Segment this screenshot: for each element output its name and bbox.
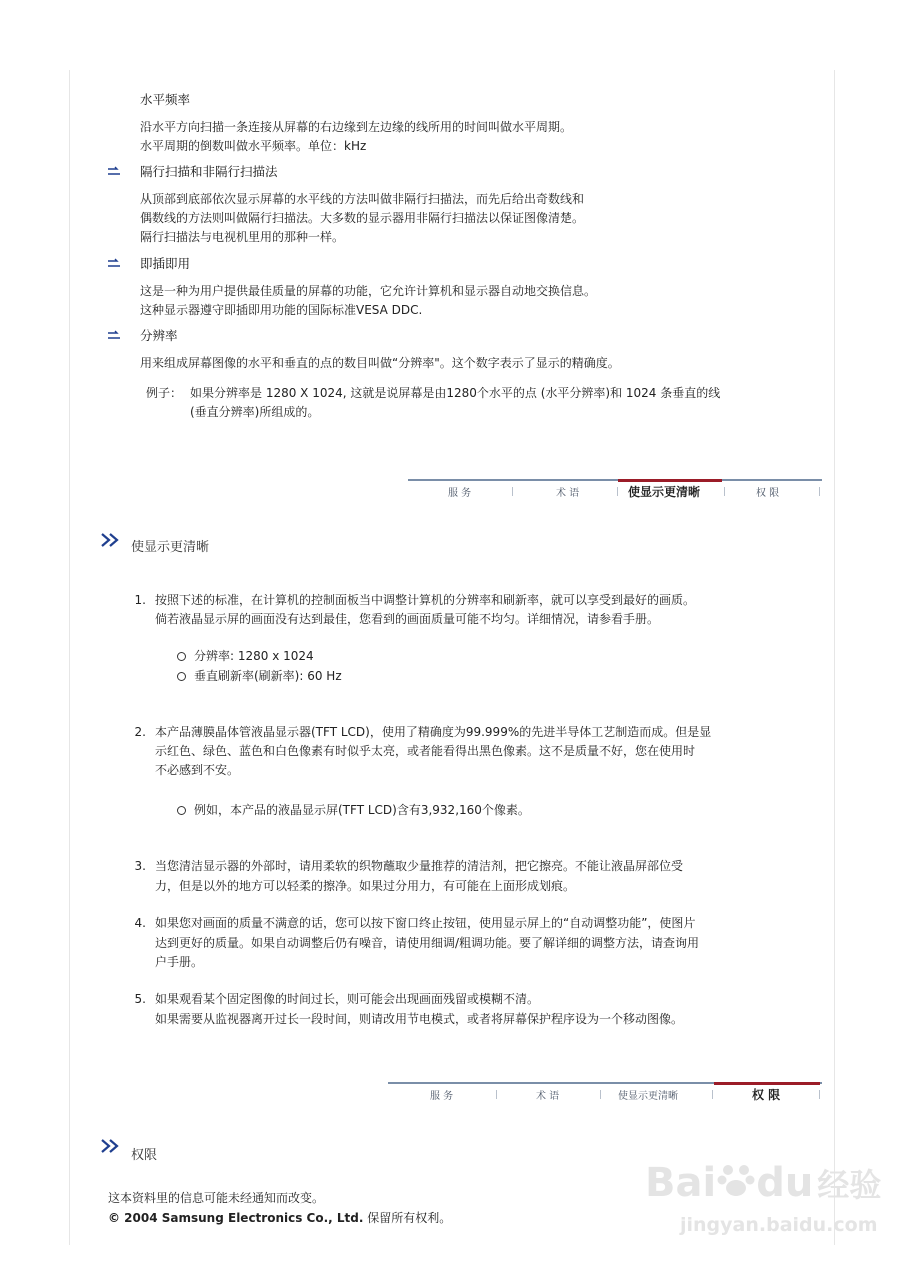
interlace-line-3: 隔行扫描法与电视机里用的那种一样。 — [140, 230, 345, 244]
example-label: 例子： — [146, 386, 183, 400]
item-2-line-2: 示红色、绿色、蓝色和白色像素有时似乎太亮，或者能看得出黑色像素。这不是质量不好，您在使用时 — [155, 744, 696, 758]
item-number: 5. — [134, 992, 146, 1006]
item-1-line-1: 按照下述的标准，在计算机的控制面板当中调整计算机的分辨率和刷新率，就可以享受到最好的画质。 — [155, 593, 696, 607]
plugplay-line-2: 这种显示器遵守即插即用功能的国际标准VESA DDC. — [140, 303, 423, 317]
nav-tab-rights[interactable]: 权 限 — [756, 488, 780, 499]
nav-tab-clarity[interactable]: 使显示更清晰 — [628, 485, 701, 499]
item-1-line-2: 倘若液晶显示屏的画面没有达到最佳，您看到的画面质量可能不均匀。详细情况，请参看手册。 — [155, 612, 660, 626]
item-1-sub-1: 分辨率: 1280 x 1024 — [194, 649, 314, 663]
arrow-bullet-icon — [107, 166, 121, 176]
nav-active-indicator — [714, 1082, 820, 1085]
item-1-sub-2: 垂直刷新率(刷新率): 60 Hz — [194, 669, 342, 683]
plugplay-title: 即插即用 — [140, 256, 191, 271]
h-freq-line-1: 沿水平方向扫描一条连接从屏幕的右边缘到左边缘的线所用的时间叫做水平周期。 — [140, 120, 573, 134]
baidu-watermark — [645, 1160, 881, 1206]
arrow-bullet-icon — [107, 258, 121, 268]
interlace-line-2: 偶数线的方法则叫做隔行扫描法。大多数的显示器用非隔行扫描法以保证图像清楚。 — [140, 211, 585, 225]
h-freq-line-2: 水平周期的倒数叫做水平频率。单位：kHz — [140, 139, 367, 153]
copyright-rest: 保留所有权利。 — [363, 1211, 452, 1225]
item-number: 3. — [134, 859, 146, 873]
nav-separator — [712, 1090, 713, 1099]
arrow-bullet-icon — [107, 330, 121, 340]
plugplay-line-1: 这是一种为用户提供最佳质量的屏幕的功能，它允许计算机和显示器自动地交换信息。 — [140, 284, 597, 298]
copyright-holder: © 2004 Samsung Electronics Co., Ltd. — [108, 1211, 364, 1225]
nav-bar-bottom — [388, 1082, 822, 1104]
nav-separator — [496, 1090, 497, 1099]
item-number: 2. — [134, 725, 146, 739]
item-3-line-1: 当您清洁显示器的外部时，请用柔软的织物蘸取少量推荐的清洁剂，把它擦亮。不能让液晶屏部位受 — [155, 859, 684, 873]
nav-tab-clarity[interactable]: 使显示更清晰 — [618, 1091, 678, 1102]
nav-active-indicator — [618, 479, 722, 482]
item-5-line-1: 如果观看某个固定图像的时间过长，则可能会出现画面残留或模糊不清。 — [155, 992, 540, 1006]
item-2-sub-1: 例如，本产品的液晶显示屏(TFT LCD)含有3,932,160个像素。 — [194, 803, 530, 817]
left-page-border — [69, 70, 70, 1245]
copyright-line — [108, 1208, 451, 1228]
watermark-url: jingyan.baidu.com — [680, 1214, 878, 1236]
nav-tab-rights[interactable]: 权 限 — [752, 1088, 781, 1102]
example-line-1: 如果分辨率是 1280 X 1024, 这就是说屏幕是由1280个水平的点 (水平分辨率)和 1024 条垂直的线 — [190, 386, 721, 400]
interlace-line-1: 从顶部到底部依次显示屏幕的水平线的方法叫做非隔行扫描法，而先后给出奇数线和 — [140, 192, 585, 206]
item-number: 1. — [134, 593, 146, 607]
item-4-line-2: 达到更好的质量。如果自动调整后仍有噪音，请使用细调/粗调功能。要了解详细的调整方法，请查询用 — [155, 936, 700, 950]
nav-separator — [819, 1090, 820, 1099]
resolution-line-1: 用来组成屏幕图像的水平和垂直的点的数目叫做“分辨率"。这个数字表示了显示的精确度。 — [140, 356, 620, 370]
nav-separator — [819, 487, 820, 496]
watermark-brand-du: du — [756, 1160, 814, 1206]
nav-separator — [600, 1090, 601, 1099]
rights-notice: 这本资料里的信息可能未经通知而改变。 — [108, 1191, 325, 1205]
rights-section-title: 权限 — [131, 1148, 158, 1163]
nav-bar-top — [408, 479, 822, 501]
nav-separator — [512, 487, 513, 496]
nav-tab-terms[interactable]: 术 语 — [556, 488, 580, 499]
nav-rule — [408, 479, 822, 481]
nav-tab-terms[interactable]: 术 语 — [536, 1091, 560, 1102]
clarity-section-title: 使显示更清晰 — [131, 540, 210, 555]
nav-separator — [724, 487, 725, 496]
item-5-line-2: 如果需要从监视器离开过长一段时间，则请改用节电模式，或者将屏幕保护程序设为一个移动图像。 — [155, 1012, 684, 1026]
circle-bullet-icon — [177, 672, 186, 681]
watermark-brand: Bai — [645, 1160, 717, 1206]
double-chevron-icon — [100, 1138, 122, 1154]
double-chevron-icon — [100, 532, 122, 548]
item-4-line-3: 户手册。 — [155, 955, 204, 969]
interlace-title: 隔行扫描和非隔行扫描法 — [140, 164, 278, 179]
nav-tab-service[interactable]: 服 务 — [448, 488, 472, 499]
item-2-line-1: 本产品薄膜晶体管液晶显示器(TFT LCD)，使用了精确度为99.999%的先进半导体工艺制造而成。但是显 — [155, 725, 712, 739]
example-line-2: (垂直分辨率)所组成的。 — [190, 405, 320, 419]
circle-bullet-icon — [177, 806, 186, 815]
resolution-title: 分辨率 — [140, 328, 178, 343]
item-4-line-1: 如果您对画面的质量不满意的话，您可以按下窗口终止按钮，使用显示屏上的“自动调整功能”，使图片 — [155, 916, 696, 930]
paw-icon — [716, 1160, 756, 1200]
item-number: 4. — [134, 916, 146, 930]
h-freq-title: 水平频率 — [140, 92, 191, 107]
item-2-line-3: 不必感到不安。 — [155, 763, 240, 777]
nav-tab-service[interactable]: 服 务 — [430, 1091, 454, 1102]
watermark-brand-jingyan: 经验 — [817, 1166, 882, 1204]
right-page-border — [834, 70, 835, 1245]
item-3-line-2: 力，但是以外的地方可以轻柔的擦净。如果过分用力，有可能在上面形成划痕。 — [155, 879, 576, 893]
circle-bullet-icon — [177, 652, 186, 661]
nav-separator — [617, 487, 618, 496]
